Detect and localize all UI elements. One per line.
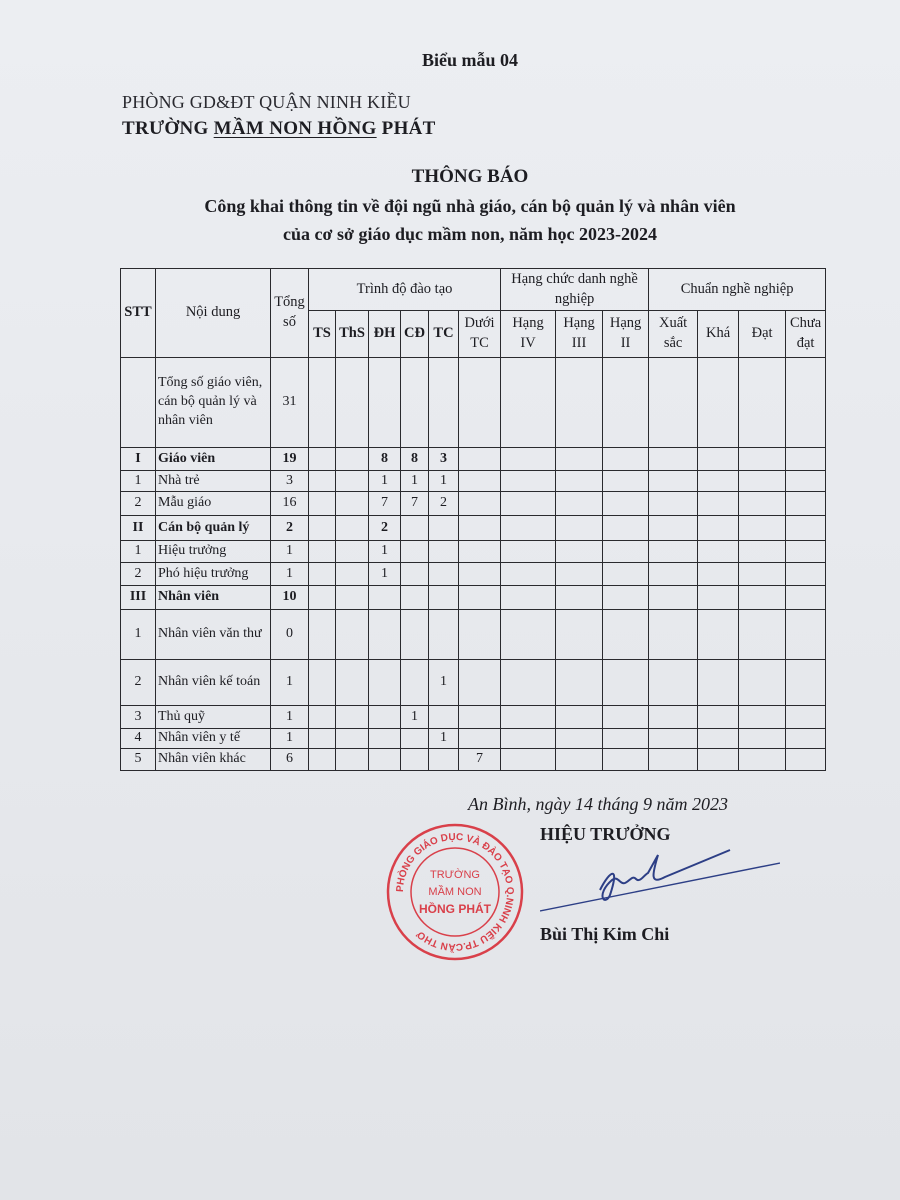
cell-ts xyxy=(309,660,336,706)
cell-ths xyxy=(336,610,369,660)
cell-empty xyxy=(649,586,698,610)
cell-tc xyxy=(429,610,459,660)
seal-line-3: HỒNG PHÁT xyxy=(419,902,491,916)
cell-cd xyxy=(401,610,429,660)
cell-cd: 1 xyxy=(401,471,429,492)
cell-empty xyxy=(649,610,698,660)
cell-empty xyxy=(603,706,649,729)
cell-total: 3 xyxy=(271,471,309,492)
cell-empty xyxy=(739,471,786,492)
cell-empty xyxy=(649,541,698,563)
cell-empty xyxy=(739,563,786,586)
subtitle-line-2: của cơ sở giáo dục mầm non, năm học 2023-2024 xyxy=(283,224,657,244)
cell-empty xyxy=(556,358,603,448)
header-rank-group: Hạng chức danh nghề nghiệp xyxy=(501,269,649,311)
table-row xyxy=(121,706,826,729)
cell-tc xyxy=(429,586,459,610)
cell-empty xyxy=(501,610,556,660)
header-hang-iv: Hạng IV xyxy=(501,311,556,358)
cell-stt: I xyxy=(121,448,156,471)
cell-empty xyxy=(603,749,649,771)
header-hang-iii: Hạng III xyxy=(556,311,603,358)
cell-empty xyxy=(501,448,556,471)
cell-empty xyxy=(649,448,698,471)
cell-dh xyxy=(369,660,401,706)
cell-empty xyxy=(603,660,649,706)
cell-empty xyxy=(649,471,698,492)
cell-tc xyxy=(429,516,459,541)
cell-stt: 1 xyxy=(121,541,156,563)
cell-empty xyxy=(698,516,739,541)
cell-empty xyxy=(603,471,649,492)
cell-duoi-tc xyxy=(459,516,501,541)
cell-empty xyxy=(556,660,603,706)
cell-empty xyxy=(603,541,649,563)
cell-stt: 2 xyxy=(121,660,156,706)
cell-empty xyxy=(649,516,698,541)
table-row xyxy=(121,358,826,448)
cell-ths xyxy=(336,729,369,749)
cell-empty xyxy=(786,660,826,706)
cell-empty xyxy=(698,563,739,586)
cell-empty xyxy=(739,541,786,563)
header-dh: ĐH xyxy=(369,311,401,358)
cell-empty xyxy=(698,729,739,749)
table-row xyxy=(121,610,826,660)
cell-ts xyxy=(309,516,336,541)
table-row xyxy=(121,492,826,516)
cell-empty xyxy=(556,706,603,729)
seal-ring-text: PHÒNG GIÁO DỤC VÀ ĐÀO TẠO Q.NINH KIỀU TP.CẦN THƠ xyxy=(394,831,516,953)
cell-empty xyxy=(603,610,649,660)
department-name: PHÒNG GD&ĐT QUẬN NINH KIỀU xyxy=(122,92,411,112)
cell-content: Hiệu trưởng xyxy=(156,541,271,563)
cell-empty xyxy=(501,563,556,586)
cell-empty xyxy=(556,586,603,610)
cell-cd xyxy=(401,586,429,610)
cell-empty xyxy=(698,358,739,448)
cell-empty xyxy=(786,586,826,610)
cell-empty xyxy=(556,541,603,563)
cell-empty xyxy=(698,448,739,471)
cell-ts xyxy=(309,706,336,729)
cell-empty xyxy=(739,492,786,516)
cell-duoi-tc xyxy=(459,471,501,492)
table-row xyxy=(121,563,826,586)
cell-dh: 7 xyxy=(369,492,401,516)
cell-empty xyxy=(739,586,786,610)
cell-total: 6 xyxy=(271,749,309,771)
cell-ts xyxy=(309,471,336,492)
handwritten-signature xyxy=(540,845,780,915)
header-training-group: Trình độ đào tạo xyxy=(309,269,501,311)
cell-content: Nhân viên y tế xyxy=(156,729,271,749)
cell-dh xyxy=(369,586,401,610)
cell-tc: 1 xyxy=(429,660,459,706)
cell-cd xyxy=(401,660,429,706)
cell-empty xyxy=(698,541,739,563)
cell-empty xyxy=(603,448,649,471)
cell-content: Giáo viên xyxy=(156,448,271,471)
cell-content: Nhà trẻ xyxy=(156,471,271,492)
cell-empty xyxy=(739,358,786,448)
header-hang-ii: Hạng II xyxy=(603,311,649,358)
cell-empty xyxy=(786,492,826,516)
cell-ths xyxy=(336,563,369,586)
subtitle-line-1: Công khai thông tin về đội ngũ nhà giáo, cán bộ quản lý và nhân viên xyxy=(204,196,736,216)
table-row xyxy=(121,749,826,771)
cell-tc: 1 xyxy=(429,729,459,749)
table-row xyxy=(121,660,826,706)
cell-empty xyxy=(786,516,826,541)
staff-table xyxy=(120,268,826,771)
cell-dh: 1 xyxy=(369,541,401,563)
cell-stt: 2 xyxy=(121,563,156,586)
cell-empty xyxy=(786,706,826,729)
cell-tc xyxy=(429,563,459,586)
cell-empty xyxy=(698,706,739,729)
cell-ths xyxy=(336,448,369,471)
cell-empty xyxy=(556,471,603,492)
cell-empty xyxy=(739,448,786,471)
cell-empty xyxy=(501,541,556,563)
school-name-underlined: MẦM NON HỒNG xyxy=(213,118,377,139)
cell-total: 1 xyxy=(271,541,309,563)
cell-empty xyxy=(501,729,556,749)
cell-empty xyxy=(603,492,649,516)
cell-empty xyxy=(739,610,786,660)
cell-empty xyxy=(786,471,826,492)
cell-empty xyxy=(603,729,649,749)
cell-empty xyxy=(501,749,556,771)
cell-content: Nhân viên xyxy=(156,586,271,610)
cell-total: 16 xyxy=(271,492,309,516)
cell-cd xyxy=(401,749,429,771)
cell-ts xyxy=(309,541,336,563)
cell-tc: 1 xyxy=(429,471,459,492)
signer-role: HIỆU TRƯỞNG xyxy=(540,824,671,844)
cell-dh xyxy=(369,610,401,660)
cell-empty xyxy=(501,471,556,492)
cell-content: Thủ quỹ xyxy=(156,706,271,729)
cell-cd: 7 xyxy=(401,492,429,516)
seal-line-1: TRƯỜNG xyxy=(430,869,480,881)
cell-stt: 4 xyxy=(121,729,156,749)
cell-empty xyxy=(501,516,556,541)
cell-ts xyxy=(309,586,336,610)
table-row xyxy=(121,448,826,471)
table-row xyxy=(121,516,826,541)
cell-stt: 5 xyxy=(121,749,156,771)
cell-ths xyxy=(336,471,369,492)
cell-empty xyxy=(603,358,649,448)
cell-ths xyxy=(336,586,369,610)
cell-empty xyxy=(501,706,556,729)
cell-total: 1 xyxy=(271,660,309,706)
cell-empty xyxy=(739,706,786,729)
cell-tc: 2 xyxy=(429,492,459,516)
cell-tc xyxy=(429,749,459,771)
cell-duoi-tc xyxy=(459,563,501,586)
cell-empty xyxy=(739,749,786,771)
cell-cd xyxy=(401,516,429,541)
signer-name: Bùi Thị Kim Chi xyxy=(540,924,670,944)
cell-ts xyxy=(309,358,336,448)
cell-empty xyxy=(649,706,698,729)
cell-total: 0 xyxy=(271,610,309,660)
table-row xyxy=(121,541,826,563)
cell-total: 1 xyxy=(271,729,309,749)
cell-duoi-tc xyxy=(459,448,501,471)
cell-ts xyxy=(309,749,336,771)
cell-total: 2 xyxy=(271,516,309,541)
header-cd: CĐ xyxy=(401,311,429,358)
cell-dh xyxy=(369,729,401,749)
header-duoi-tc: Dưới TC xyxy=(459,311,501,358)
cell-empty xyxy=(603,563,649,586)
cell-empty xyxy=(649,729,698,749)
cell-ts xyxy=(309,563,336,586)
cell-tc xyxy=(429,358,459,448)
cell-stt: 2 xyxy=(121,492,156,516)
cell-empty xyxy=(603,586,649,610)
cell-duoi-tc xyxy=(459,610,501,660)
cell-ts xyxy=(309,729,336,749)
header-dat: Đạt xyxy=(739,311,786,358)
cell-dh xyxy=(369,358,401,448)
header-tc: TC xyxy=(429,311,459,358)
cell-content: Tổng số giáo viên, cán bộ quản lý và nhân viên xyxy=(156,358,271,448)
cell-duoi-tc xyxy=(459,706,501,729)
header-content: Nội dung xyxy=(156,269,271,358)
header-standard-group: Chuẩn nghề nghiệp xyxy=(649,269,826,311)
header-chua-dat: Chưa đạt xyxy=(786,311,826,358)
cell-stt: II xyxy=(121,516,156,541)
cell-empty xyxy=(786,358,826,448)
cell-stt: III xyxy=(121,586,156,610)
cell-empty xyxy=(698,492,739,516)
cell-empty xyxy=(786,563,826,586)
cell-duoi-tc xyxy=(459,541,501,563)
cell-content: Phó hiệu trưởng xyxy=(156,563,271,586)
cell-dh xyxy=(369,749,401,771)
cell-ths xyxy=(336,749,369,771)
cell-dh: 2 xyxy=(369,516,401,541)
cell-stt xyxy=(121,358,156,448)
table-row xyxy=(121,729,826,749)
cell-empty xyxy=(698,586,739,610)
cell-stt: 1 xyxy=(121,471,156,492)
cell-stt: 3 xyxy=(121,706,156,729)
cell-empty xyxy=(786,448,826,471)
seal-line-2: MẦM NON xyxy=(428,886,482,898)
cell-empty xyxy=(786,541,826,563)
header-xuat-sac: Xuất sắc xyxy=(649,311,698,358)
cell-empty xyxy=(649,563,698,586)
cell-empty xyxy=(786,729,826,749)
table-body xyxy=(121,358,826,771)
cell-empty xyxy=(739,516,786,541)
cell-stt: 1 xyxy=(121,610,156,660)
cell-empty xyxy=(603,516,649,541)
cell-duoi-tc xyxy=(459,729,501,749)
cell-ts xyxy=(309,492,336,516)
cell-empty xyxy=(556,610,603,660)
cell-empty xyxy=(556,749,603,771)
cell-cd xyxy=(401,563,429,586)
cell-cd: 8 xyxy=(401,448,429,471)
cell-duoi-tc xyxy=(459,586,501,610)
cell-ths xyxy=(336,358,369,448)
cell-empty xyxy=(649,358,698,448)
school-name xyxy=(122,118,436,140)
cell-duoi-tc: 7 xyxy=(459,749,501,771)
cell-empty xyxy=(556,492,603,516)
cell-cd: 1 xyxy=(401,706,429,729)
cell-empty xyxy=(698,660,739,706)
cell-empty xyxy=(556,448,603,471)
cell-empty xyxy=(556,563,603,586)
cell-empty xyxy=(786,749,826,771)
cell-tc: 3 xyxy=(429,448,459,471)
cell-empty xyxy=(501,586,556,610)
school-name-prefix: TRƯỜNG xyxy=(122,118,214,139)
cell-empty xyxy=(556,729,603,749)
header-total: Tổng số xyxy=(271,269,309,358)
cell-empty xyxy=(649,492,698,516)
cell-content: Nhân viên kế toán xyxy=(156,660,271,706)
cell-ts xyxy=(309,610,336,660)
cell-tc xyxy=(429,541,459,563)
cell-total: 10 xyxy=(271,586,309,610)
cell-empty xyxy=(698,749,739,771)
place-date: An Bình, ngày 14 tháng 9 năm 2023 xyxy=(468,794,728,814)
cell-content: Nhân viên văn thư xyxy=(156,610,271,660)
cell-content: Cán bộ quản lý xyxy=(156,516,271,541)
header-stt: STT xyxy=(121,269,156,358)
table-row xyxy=(121,586,826,610)
school-name-suffix: PHÁT xyxy=(376,118,436,139)
cell-dh: 1 xyxy=(369,471,401,492)
cell-ths xyxy=(336,660,369,706)
cell-content: Nhân viên khác xyxy=(156,749,271,771)
cell-empty xyxy=(501,358,556,448)
document-title: THÔNG BÁO xyxy=(411,166,529,187)
cell-dh: 8 xyxy=(369,448,401,471)
cell-empty xyxy=(698,610,739,660)
cell-empty xyxy=(698,471,739,492)
cell-total: 31 xyxy=(271,358,309,448)
table-row xyxy=(121,471,826,492)
header-ts: TS xyxy=(309,311,336,358)
cell-duoi-tc xyxy=(459,492,501,516)
cell-dh xyxy=(369,706,401,729)
cell-ths xyxy=(336,541,369,563)
cell-empty xyxy=(649,749,698,771)
cell-empty xyxy=(556,516,603,541)
cell-empty xyxy=(501,660,556,706)
header-ths: ThS xyxy=(336,311,369,358)
cell-ths xyxy=(336,492,369,516)
cell-duoi-tc xyxy=(459,358,501,448)
cell-ths xyxy=(336,706,369,729)
cell-cd xyxy=(401,729,429,749)
cell-total: 1 xyxy=(271,563,309,586)
cell-duoi-tc xyxy=(459,660,501,706)
header-kha: Khá xyxy=(698,311,739,358)
form-number: Biểu mẫu 04 xyxy=(421,50,518,70)
cell-ths xyxy=(336,516,369,541)
cell-dh: 1 xyxy=(369,563,401,586)
cell-empty xyxy=(739,729,786,749)
cell-cd xyxy=(401,358,429,448)
cell-empty xyxy=(649,660,698,706)
cell-content: Mẫu giáo xyxy=(156,492,271,516)
cell-cd xyxy=(401,541,429,563)
cell-tc xyxy=(429,706,459,729)
cell-empty xyxy=(739,660,786,706)
cell-total: 19 xyxy=(271,448,309,471)
cell-empty xyxy=(786,610,826,660)
cell-empty xyxy=(501,492,556,516)
school-seal xyxy=(385,822,525,962)
cell-total: 1 xyxy=(271,706,309,729)
cell-ts xyxy=(309,448,336,471)
